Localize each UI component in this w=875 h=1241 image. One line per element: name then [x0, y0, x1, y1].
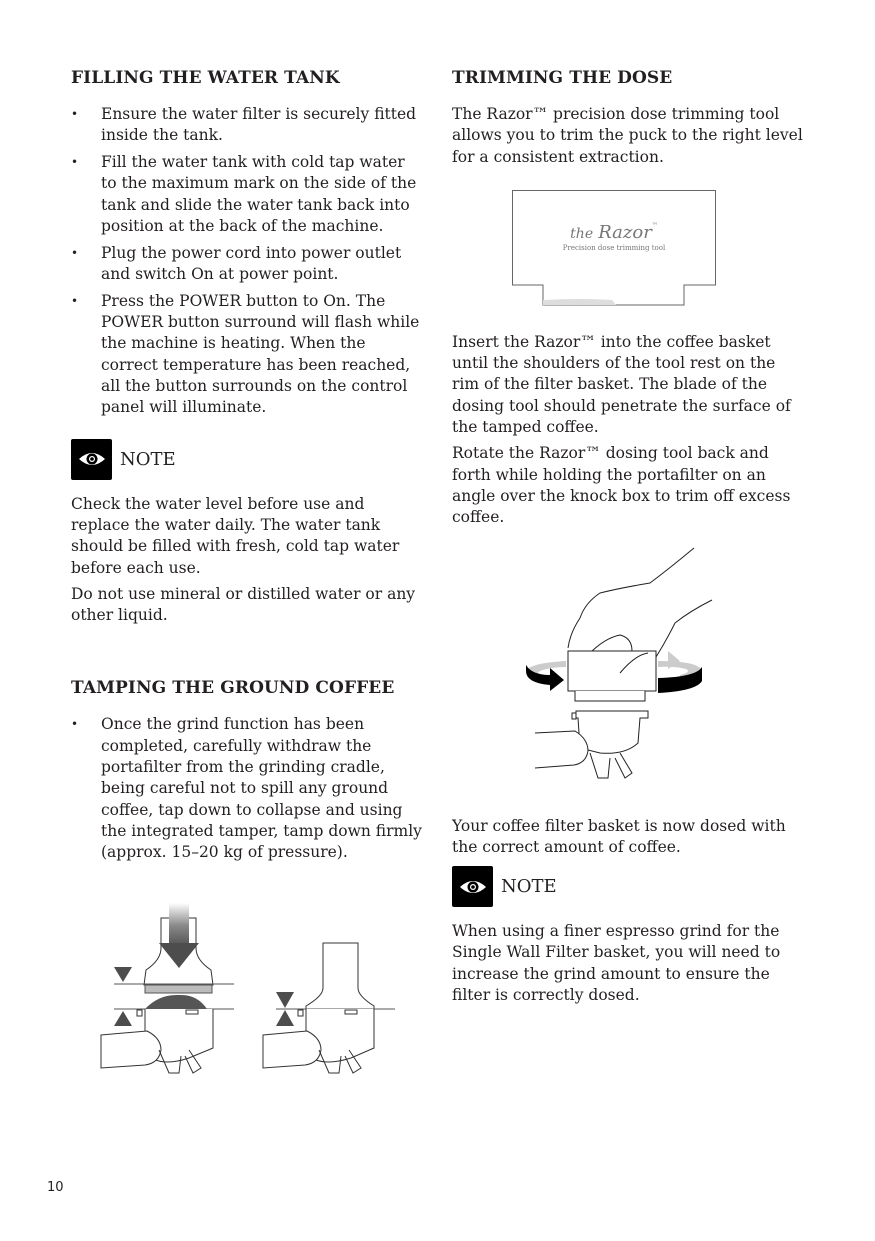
triangle-down-marker: [114, 967, 132, 982]
tamper-figure: [101, 918, 234, 1073]
list-item: • Press the POWER button to On. The POWER button surround will flash while the machine is heating. When the correct temperature has been reached, all the button surrounds on the control panel will illuminate.: [71, 291, 423, 419]
tamping-illustration: [89, 888, 419, 1078]
note-label: NOTE: [120, 448, 176, 470]
list-item: • Once the grind function has been completed, carefully withdraw the portafilter from the grinding cradle, being careful not to spill any ground coffee, tap down to collapse and using the integrated tamper, tamp down firmly (approx. 15–20 kg of pressure).: [71, 714, 423, 863]
rotate-paragraph: Rotate the Razor™ dosing tool back and forth while holding the portafilter on an angle over the knock box to trim off excess coffee.: [452, 444, 791, 527]
note-paragraph: When using a finer espresso grind for the Single Wall Filter basket, you will need to increase the grind amount to ensure the filter is correctly dosed.: [452, 922, 781, 1005]
insert-paragraph: Insert the Razor™ into the coffee basket until the shoulders of the tool rest on the rim of the filter basket. The blade of the dosing tool should penetrate the surface of the tamped coffee.: [452, 332, 791, 437]
list-item: • Fill the water tank with cold tap water to the maximum mark on the side of the tank and slide the water tank back into position at the back of the machine.: [71, 152, 423, 237]
intro-paragraph: The Razor™ precision dose trimming tool allows you to trim the puck to the right level for a consistent extraction.: [452, 105, 803, 166]
triangle-up-marker: [276, 1010, 294, 1026]
note-label: NOTE: [501, 876, 557, 898]
triangle-up-marker: [114, 1011, 132, 1026]
note-paragraph: Check the water level before use and replace the water daily. The water tank should be filled with fresh, cold tap water before each use.: [71, 494, 400, 577]
razor-body: [568, 651, 656, 691]
page-number: 10: [47, 1180, 64, 1195]
eye-icon: [452, 866, 493, 907]
razor-logo: the Razor™ Precision dose trimming tool: [512, 222, 716, 252]
left-column: [71, 68, 423, 1078]
down-arrow-shaft: [169, 903, 189, 948]
triangle-down-marker: [276, 992, 294, 1008]
right-column: [452, 68, 804, 1011]
tamped-figure: [263, 943, 395, 1073]
portafilter: [535, 711, 648, 778]
note-callout: [452, 866, 804, 907]
list-item: • Ensure the water filter is securely fitted inside the tank.: [71, 104, 423, 147]
section-heading-trimming: TRIMMING THE DOSE: [452, 68, 673, 88]
eye-icon: [71, 439, 112, 480]
razor-tool-illustration: [512, 190, 716, 308]
filling-steps-list: [71, 104, 423, 419]
section-heading-tamping: TAMPING THE GROUND COFFEE: [71, 678, 395, 699]
razor-subtitle: Precision dose trimming tool: [562, 243, 666, 252]
dosed-paragraph: Your coffee filter basket is now dosed with the correct amount of coffee.: [452, 816, 786, 856]
tamping-steps-list: [71, 714, 423, 863]
note-callout: [71, 439, 423, 480]
section-heading-filling: FILLING THE WATER TANK: [71, 68, 340, 88]
note-paragraph: Do not use mineral or distilled water or any other liquid.: [71, 584, 416, 625]
razor-rotate-illustration: [520, 543, 720, 788]
list-item: • Plug the power cord into power outlet and switch On at power point.: [71, 243, 423, 286]
